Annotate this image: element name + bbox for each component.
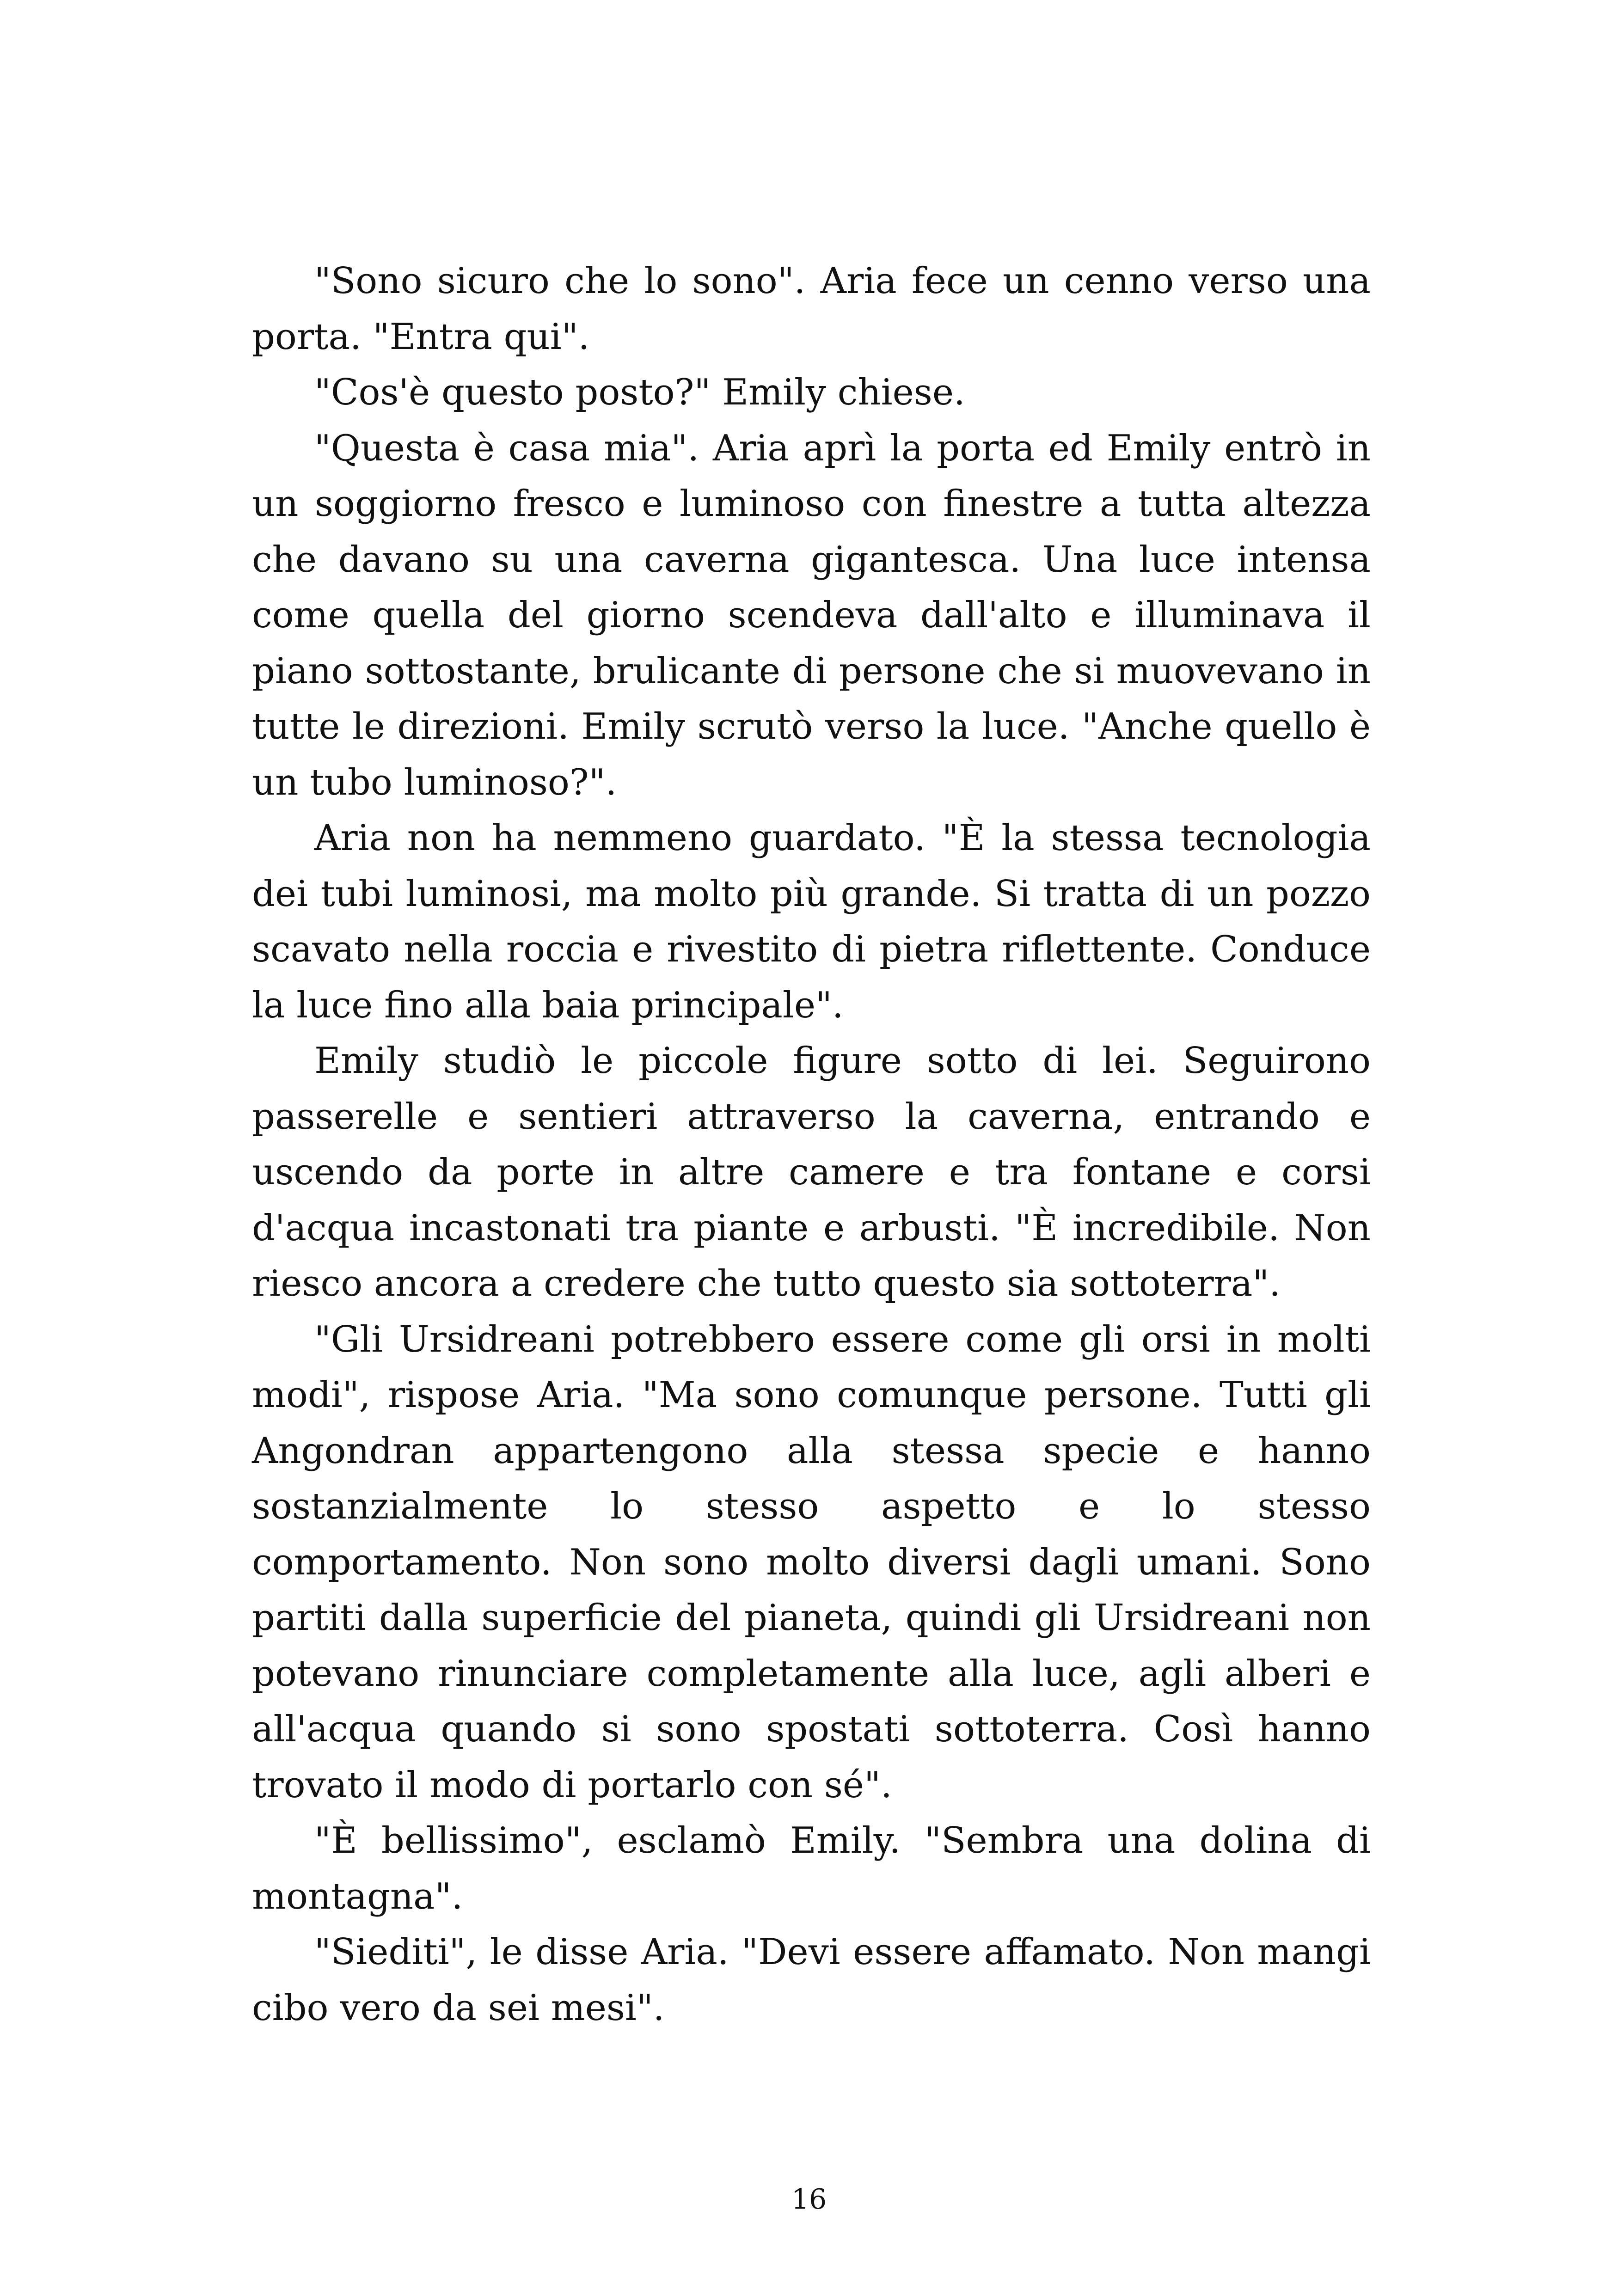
page-number: 16: [791, 2183, 827, 2216]
body-text: [252, 253, 1371, 2036]
paragraph-4: Aria non ha nemmeno guardato. "È la stessa tecnologia dei tubi luminosi, ma molto più grande. Si tratta di un pozzo scavato nella roccia e rivestito di pietra riflettente. Conduce la luce fino alla baia principale".: [252, 817, 1371, 1026]
paragraph-7: "È bellissimo", esclamò Emily. "Sembra una dolina di montagna".: [252, 1820, 1371, 1917]
paragraph-1: "Sono sicuro che lo sono". Aria fece un cenno verso una porta. "Entra qui".: [252, 260, 1371, 358]
paragraph-8: "Siediti", le disse Aria. "Devi essere affamato. Non mangi cibo vero da sei mesi".: [252, 1931, 1371, 2029]
paragraph-5: Emily studiò le piccole figure sotto di lei. Seguirono passerelle e sentieri attraverso la caverna, entrando e uscendo da porte in altre camere e tra fontane e corsi d'acqua incastonati tra piante e arbusti. "È incredibile. Non riesco ancora a credere che tutto questo sia sottoterra".: [252, 1040, 1371, 1304]
paragraph-3: "Questa è casa mia". Aria aprì la porta ed Emily entrò in un soggiorno fresco e luminoso con finestre a tutta altezza che davano su una caverna gigantesca. Una luce intensa come quella del giorno scendeva dall'alto e illuminava il piano sottostante, brulicante di persone che si muovevano in tutte le direzioni. Emily scrutò verso la luce. "Anche quello è un tubo luminoso?".: [252, 427, 1371, 803]
paragraph-2: "Cos'è questo posto?" Emily chiese.: [314, 372, 965, 413]
paragraph-6: "Gli Ursidreani potrebbero essere come gli orsi in molti modi", rispose Aria. "Ma sono comunque persone. Tutti gli Angondran appartengono alla stessa specie e hanno sostanzialmente lo stesso aspetto e lo stesso comportamento. Non sono molto diversi dagli umani. Sono partiti dalla superficie del pianeta, quindi gli Ursidreani non potevano rinunciare completamente alla luce, agli alberi e all'acqua quando si sono spostati sottoterra. Così hanno trovato il modo di portarlo con sé".: [252, 1318, 1371, 1806]
